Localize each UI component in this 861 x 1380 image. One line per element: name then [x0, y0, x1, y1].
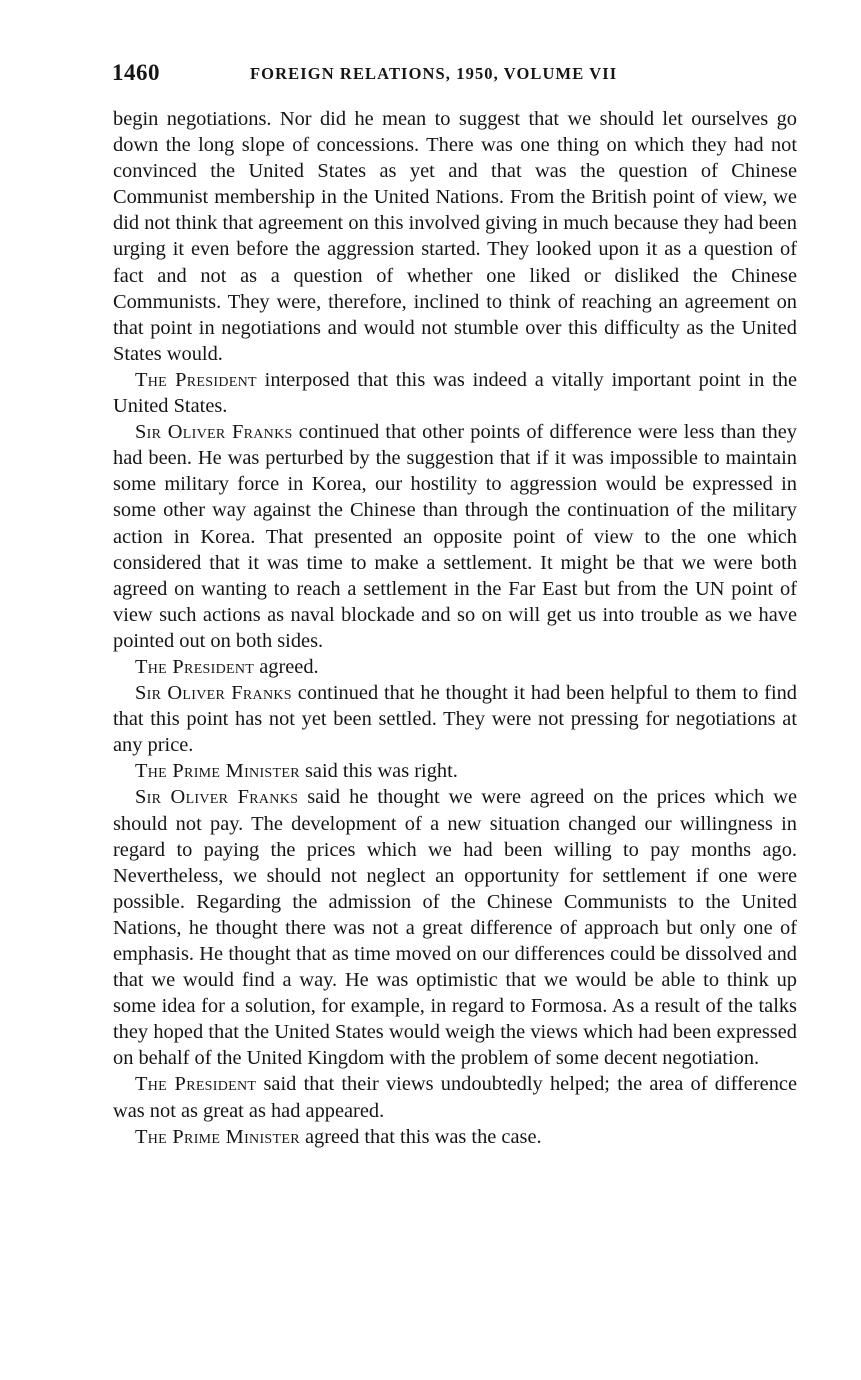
paragraph: [113, 419, 797, 654]
paragraph: [113, 680, 797, 758]
paragraph: [113, 367, 797, 419]
paragraph: [113, 1071, 797, 1123]
speaker-name: The Prime Minister: [135, 1125, 300, 1148]
paragraph-continuation: [113, 106, 797, 367]
paragraph: [113, 654, 797, 680]
paragraph-text: continued that he thought it had been helpful to them to find that this point has not yet been settled. They were not pressing for negotiations at any price.: [113, 682, 797, 757]
paragraph-text: agreed.: [254, 655, 319, 678]
speaker-name: The President: [135, 655, 255, 678]
speaker-name: Sir Oliver Franks: [135, 682, 292, 705]
running-head: FOREIGN RELATIONS, 1950, VOLUME VII: [250, 64, 618, 83]
paragraph-text: said this was right.: [299, 760, 458, 783]
paragraph-text: continued that other points of difference were less than they had been. He was perturbed by the suggestion that if it was impossible to maintain some military force in Korea, our hostility to aggression would be expressed in some other way against the Chinese than through the continuation of the military action in Korea. That presented an opposite point of view to the one which considered that it was time to make a settlement. It might be that we were both agreed on wanting to reach a settlement in the Far East but from the UN point of view such actions as naval blockade and so on will get us into trouble as we have pointed out on both sides.: [113, 421, 798, 652]
paragraph-text: said he thought we were agreed on the prices which we should not pay. The development of a new situation changed our willingness in regard to paying the prices which we had been willing to pay months ago. Nevertheless, we should not neglect an opportunity for settlement if one were possible. Regarding the admission of the Chinese Communists to the United Nations, he thought there was not a great difference of approach but only one of emphasis. He thought that as time moved on our differences could be dissolved and that we would find a way. He was optimistic that we would be able to think up some idea for a solution, for example, in regard to Formosa. As a result of the talks they hoped that the United States would weigh the views which had been expressed on behalf of the United Kingdom with the problem of some decent negotiation.: [113, 786, 798, 1070]
page-number: 1460: [112, 60, 160, 85]
body-text: [113, 106, 797, 1150]
paragraph-text: agreed that this was the case.: [299, 1125, 542, 1148]
speaker-name: Sir Oliver Franks: [135, 421, 293, 444]
paragraph-text: begin negotiations. Nor did he mean to suggest that we should let ourselves go down the long slope of concessions. There was one thing on which they had not convinced the United States as yet and that was the question of Chinese Communist membership in the United Nations. From the British point of view, we did not think that agreement on this involved giving in much because they had been urging it even before the aggression started. They looked upon it as a question of fact and not as a question of whether one liked or disliked the Chinese Communists. They were, therefore, inclined to think of reaching an agreement on that point in negotiations and would not stumble over this difficulty as the United States would.: [113, 108, 797, 365]
paragraph: [113, 758, 797, 784]
speaker-name: Sir Oliver Franks: [135, 786, 299, 809]
paragraph: [113, 1124, 797, 1150]
page-header: [112, 60, 802, 94]
paragraph: [113, 784, 797, 1071]
paragraph-text: said that their views undoubtedly helped; the area of difference was not as great as had appeared.: [113, 1073, 797, 1122]
speaker-name: The President: [135, 1073, 257, 1096]
speaker-name: The Prime Minister: [135, 760, 300, 783]
speaker-name: The President: [135, 368, 257, 391]
paragraph-text: interposed that this was indeed a vitally important point in the United States.: [113, 368, 797, 418]
